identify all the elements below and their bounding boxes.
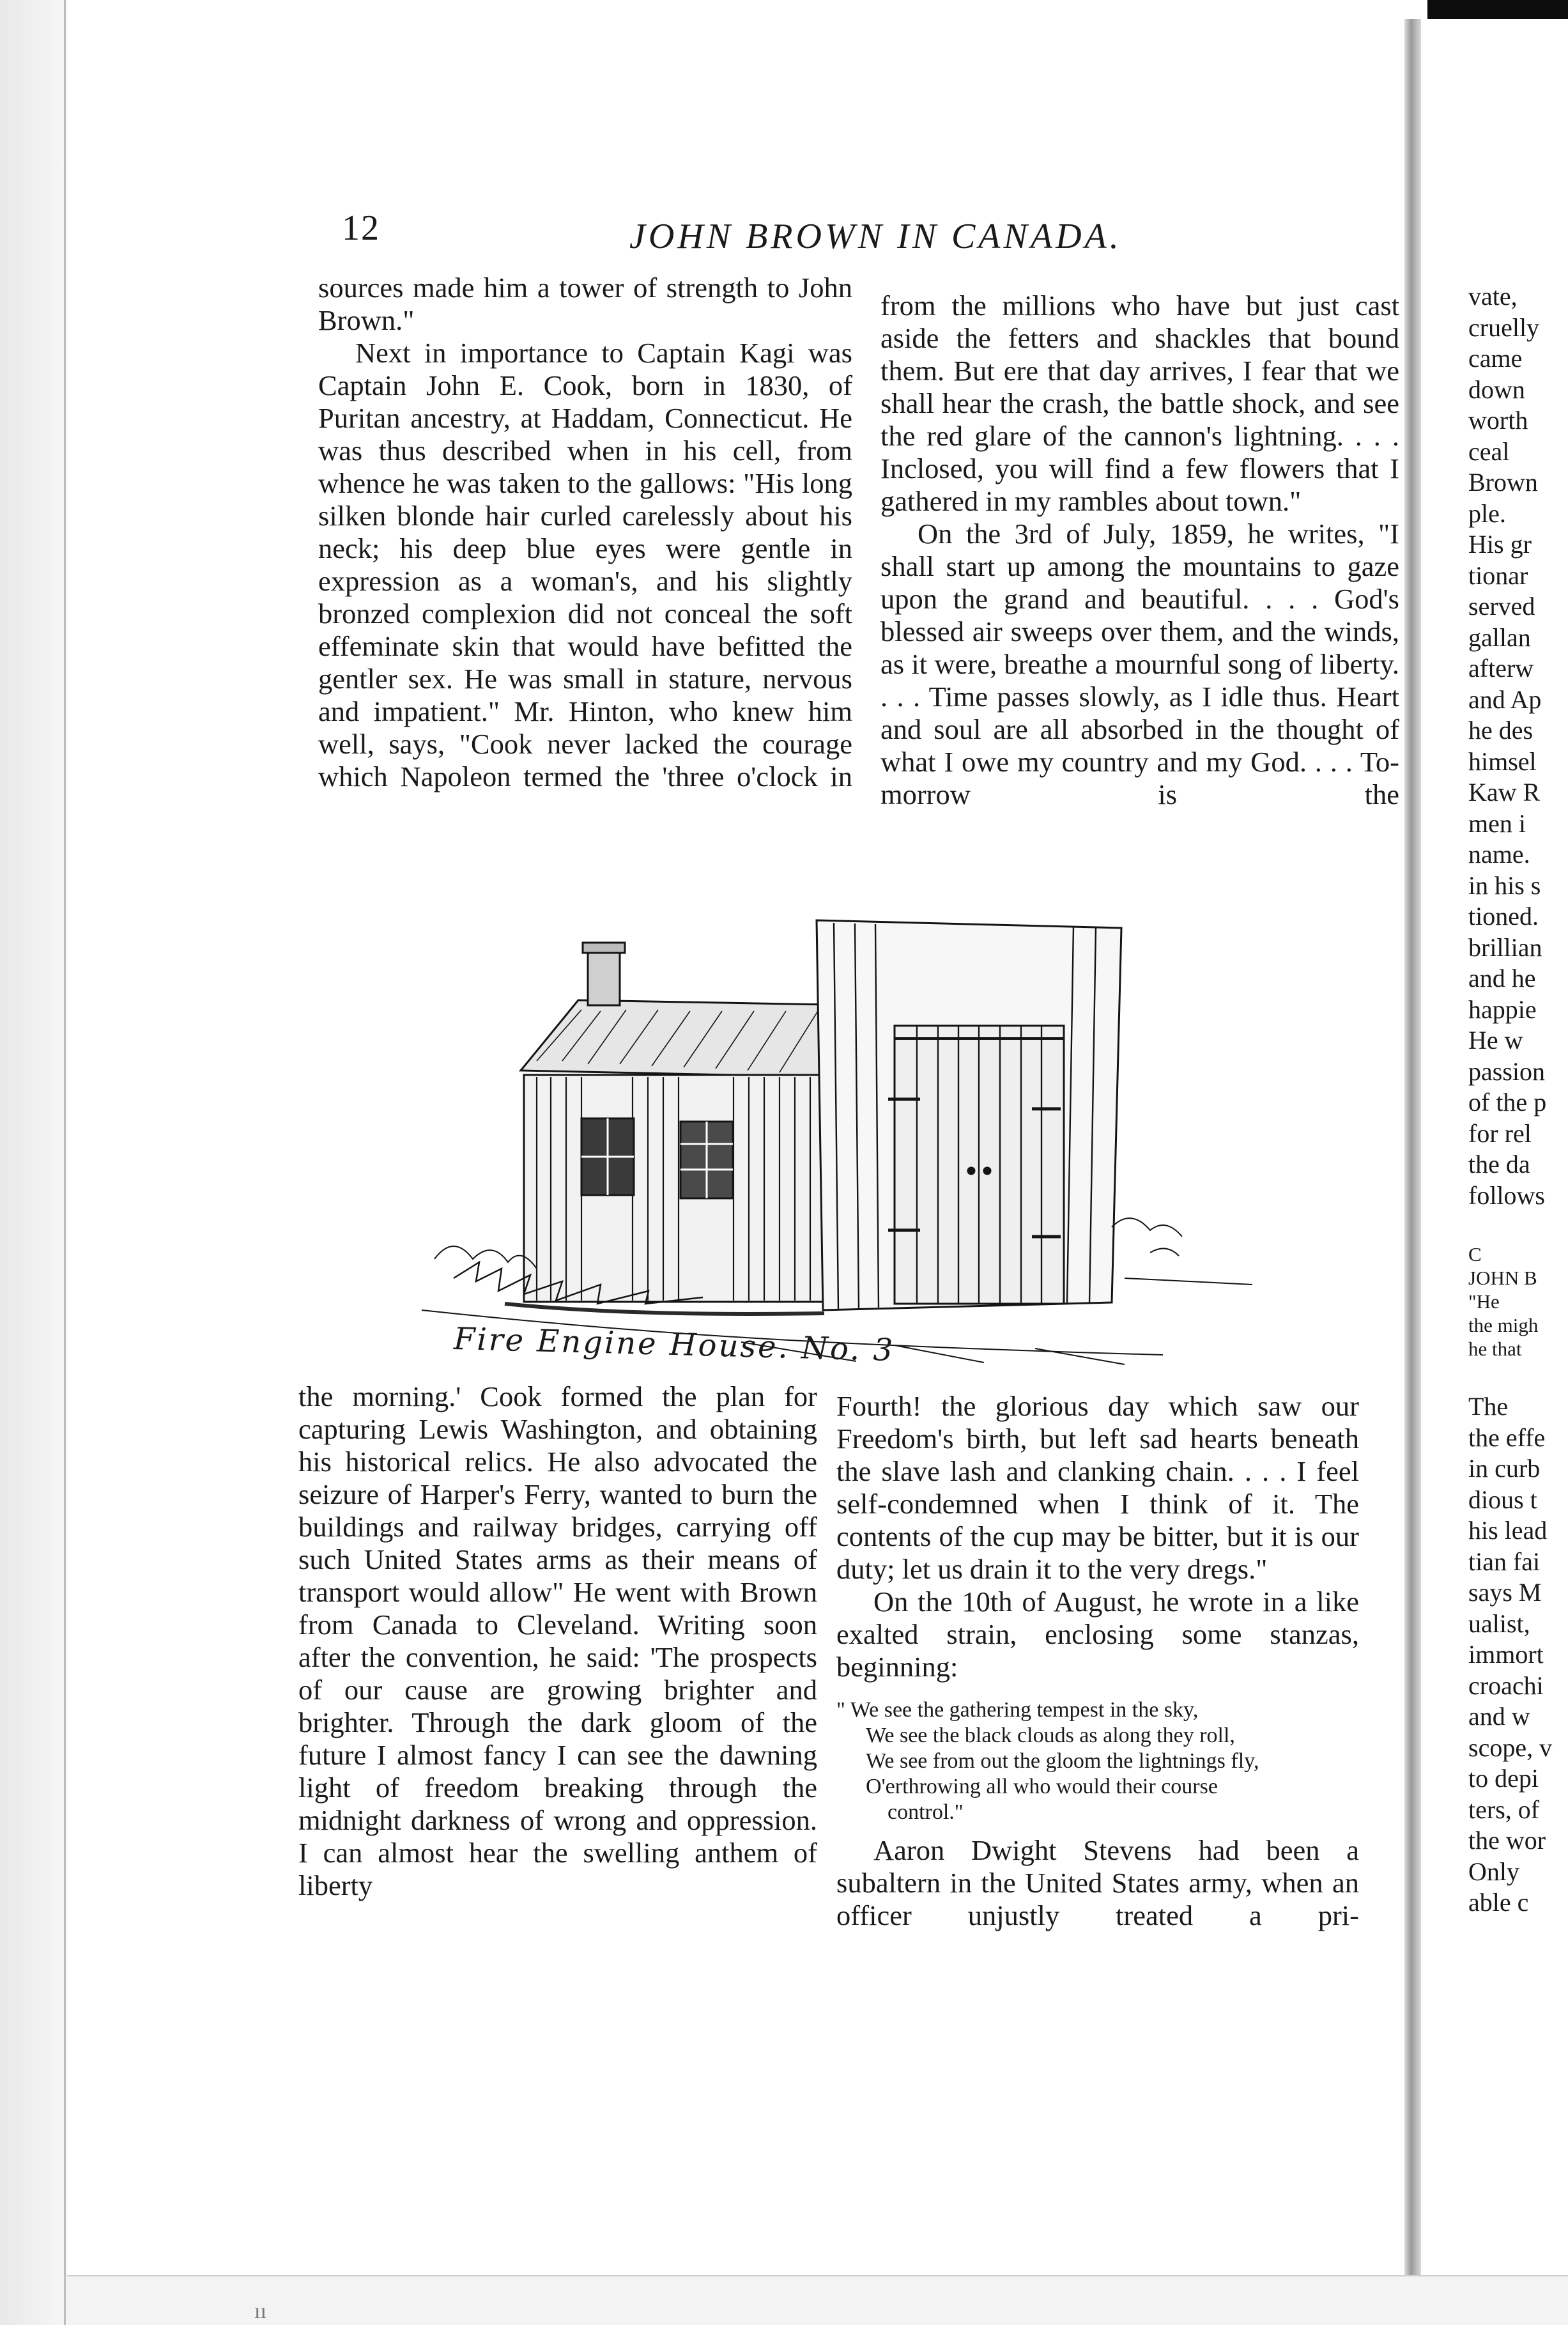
adjacent-page-line: able c	[1468, 1888, 1529, 1917]
adjacent-page-line: himsel	[1468, 746, 1537, 776]
adjacent-page-strip	[1468, 281, 1568, 1919]
margin-mark: ıı	[254, 2299, 266, 2323]
paragraph: On the 10th of August, he wrote in a like exalted strain, enclosing some stanzas, beginning:	[836, 1586, 1359, 1683]
adjacent-page-line: says M	[1468, 1578, 1542, 1607]
adjacent-page-line: ceal	[1468, 436, 1510, 466]
adjacent-page-line: JOHN B	[1468, 1266, 1537, 1289]
paragraph: the morning.' Cook formed the plan for capturing Lewis Washington, and obtaining his historical relics. He also advocated the seizure of Harper's Ferry, wanted to burn the buildings and railway bridges, carrying off such United States arms as their means of transport would allow" He went with Brown from Canada to Cleveland. Writing soon after the convention, he said: 'The prospects of our cause are growing brighter and brighter. Through the dark gloom of the future I almost fancy I can see the dawning light of freedom breaking through the midnight darkness of wrong and oppression. I can almost hear the swelling anthem of liberty	[298, 1380, 817, 1901]
page-number: 12	[342, 208, 380, 248]
adjacent-page-line: for rel	[1468, 1118, 1532, 1148]
adjacent-page-line: brillian	[1468, 932, 1542, 962]
verse-line: " We see the gathering tempest in the sky,	[836, 1698, 1199, 1722]
adjacent-page-line: ters, of	[1468, 1795, 1540, 1824]
book-gutter	[1404, 19, 1421, 2275]
adjacent-page-line	[1468, 1211, 1568, 1242]
adjacent-page-line: cruelly	[1468, 313, 1540, 342]
adjacent-page-line: Brown	[1468, 468, 1538, 497]
paragraph: sources made him a tower of strength to John Brown."	[318, 272, 852, 336]
adjacent-page-line: he that	[1468, 1337, 1522, 1360]
paragraph: Aaron Dwight Stevens had been a subaltern in the United States army, when an officer unjustly treated a pri-	[836, 1834, 1359, 1931]
adjacent-page-line: tionar	[1468, 560, 1528, 590]
column-bottom-left	[298, 1380, 817, 1902]
paragraph: On the 3rd of July, 1859, he writes, "I shall start up among the mountains to gaze upon the grand and beautiful. . . . God's blessed air sweeps over them, and the winds, as it were, breathe a mournful song of liberty. . . . Time passes slowly, as I idle thus. Heart and soul are all absorbed in the thought of what I owe my country and my God. . . . To-morrow is the	[880, 518, 1399, 810]
adjacent-page-line: of the p	[1468, 1088, 1547, 1116]
adjacent-page-line: the effe	[1468, 1423, 1546, 1452]
adjacent-page-line: immort	[1468, 1640, 1544, 1669]
scan-dark-corner	[1427, 0, 1568, 19]
adjacent-page-line: the wor	[1468, 1826, 1546, 1855]
adjacent-page-line: His gr	[1468, 530, 1532, 559]
fire-engine-house-illustration	[409, 869, 1259, 1368]
paragraph: from the millions who have but just cast aside the fetters and shackles that bound them. But ere that day arrives, I fear that we shall hear the crash, the battle shock, and see the red glare of the cannon's lightning. . . . Inclosed, you will find a few flowers that I gathered in my rambles about town."	[880, 290, 1399, 517]
adjacent-page-line: worth	[1468, 406, 1528, 435]
scan-bottom-edge	[67, 2275, 1568, 2325]
adjacent-page-line: follows	[1468, 1180, 1545, 1210]
adjacent-page-line: his lead	[1468, 1516, 1548, 1545]
adjacent-page-line: tioned.	[1468, 902, 1539, 931]
adjacent-page-line: down	[1468, 375, 1525, 404]
adjacent-page-line: name.	[1468, 840, 1530, 869]
adjacent-page-line: and he	[1468, 964, 1536, 993]
adjacent-page-line: ple.	[1468, 498, 1506, 528]
column-top-left	[318, 272, 852, 793]
verse-line: control."	[888, 1800, 964, 1824]
adjacent-page-line: gallan	[1468, 622, 1531, 652]
adjacent-page-line: tian fai	[1468, 1547, 1541, 1576]
adjacent-page-line: The	[1468, 1392, 1509, 1421]
adjacent-page-line: Only	[1468, 1857, 1519, 1886]
adjacent-page-line: ualist,	[1468, 1609, 1530, 1638]
adjacent-page-line: dious t	[1468, 1485, 1537, 1514]
adjacent-page-line: and Ap	[1468, 684, 1542, 714]
adjacent-page-line: in his s	[1468, 870, 1541, 900]
adjacent-page-line: the da	[1468, 1150, 1530, 1178]
paragraph: Fourth! the glorious day which saw our Freedom's birth, but left sad hearts beneath the slave lash and clanking chain. . . . I feel self-condemned when I think of it. The contents of the cup may be bitter, but it is our duty; let us drain it to the very dregs."	[836, 1390, 1359, 1585]
adjacent-page-line: Kaw R	[1468, 778, 1541, 807]
adjacent-page-line: served	[1468, 592, 1535, 621]
adjacent-page-line: passion	[1468, 1056, 1545, 1086]
adjacent-page-line: vate,	[1468, 282, 1518, 311]
adjacent-page-line: the migh	[1468, 1313, 1539, 1336]
paragraph: Next in importance to Captain Kagi was Captain John E. Cook, born in 1830, of Puritan ancestry, at Haddam, Connecticut. He was thus described when in his cell, from whence he was taken to the gallows: "His long silken blonde hair curled carelessly about his neck; his deep blue eyes were gentle in expression as a woman's, and his slightly bronzed complexion did not conceal the soft effeminate skin that would have befitted the gentler sex. He was small in stature, nervous and impatient." Mr. Hinton, who knew him well, says, "Cook never lacked the courage which Napoleon termed the 'three o'clock in	[318, 337, 852, 792]
column-bottom-right	[836, 1390, 1359, 1932]
illustration-caption: Fire Engine House. No. 3	[453, 1320, 895, 1369]
verse-line: We see the black clouds as along they roll,	[866, 1724, 1235, 1747]
adjacent-page-line: afterw	[1468, 654, 1534, 683]
adjacent-page-line: croachi	[1468, 1671, 1544, 1700]
adjacent-page-line: he des	[1468, 716, 1533, 745]
scan-page-border	[64, 0, 66, 2325]
scan-left-edge	[0, 0, 67, 2325]
adjacent-page-line: C	[1468, 1242, 1482, 1265]
adjacent-page-line: and w	[1468, 1702, 1530, 1731]
adjacent-page-line: happie	[1468, 994, 1537, 1024]
adjacent-page-line: "He	[1468, 1290, 1500, 1313]
adjacent-page-line: scope, v	[1468, 1733, 1553, 1762]
adjacent-page-line: came	[1468, 344, 1523, 373]
running-head: JOHN BROWN IN CANADA.	[629, 217, 1122, 256]
adjacent-page-line: He w	[1468, 1026, 1523, 1054]
adjacent-page-line	[1468, 1361, 1568, 1392]
page-bottom-rule	[67, 2275, 1568, 2276]
adjacent-page-line: men i	[1468, 808, 1526, 838]
verse-stanza	[836, 1697, 1359, 1825]
adjacent-page-line: to depi	[1468, 1764, 1539, 1793]
verse-line: We see from out the gloom the lightnings fly,	[866, 1749, 1259, 1773]
column-top-right	[880, 290, 1399, 811]
adjacent-page-line: in curb	[1468, 1454, 1541, 1483]
verse-line: O'erthrowing all who would their course	[866, 1775, 1218, 1798]
